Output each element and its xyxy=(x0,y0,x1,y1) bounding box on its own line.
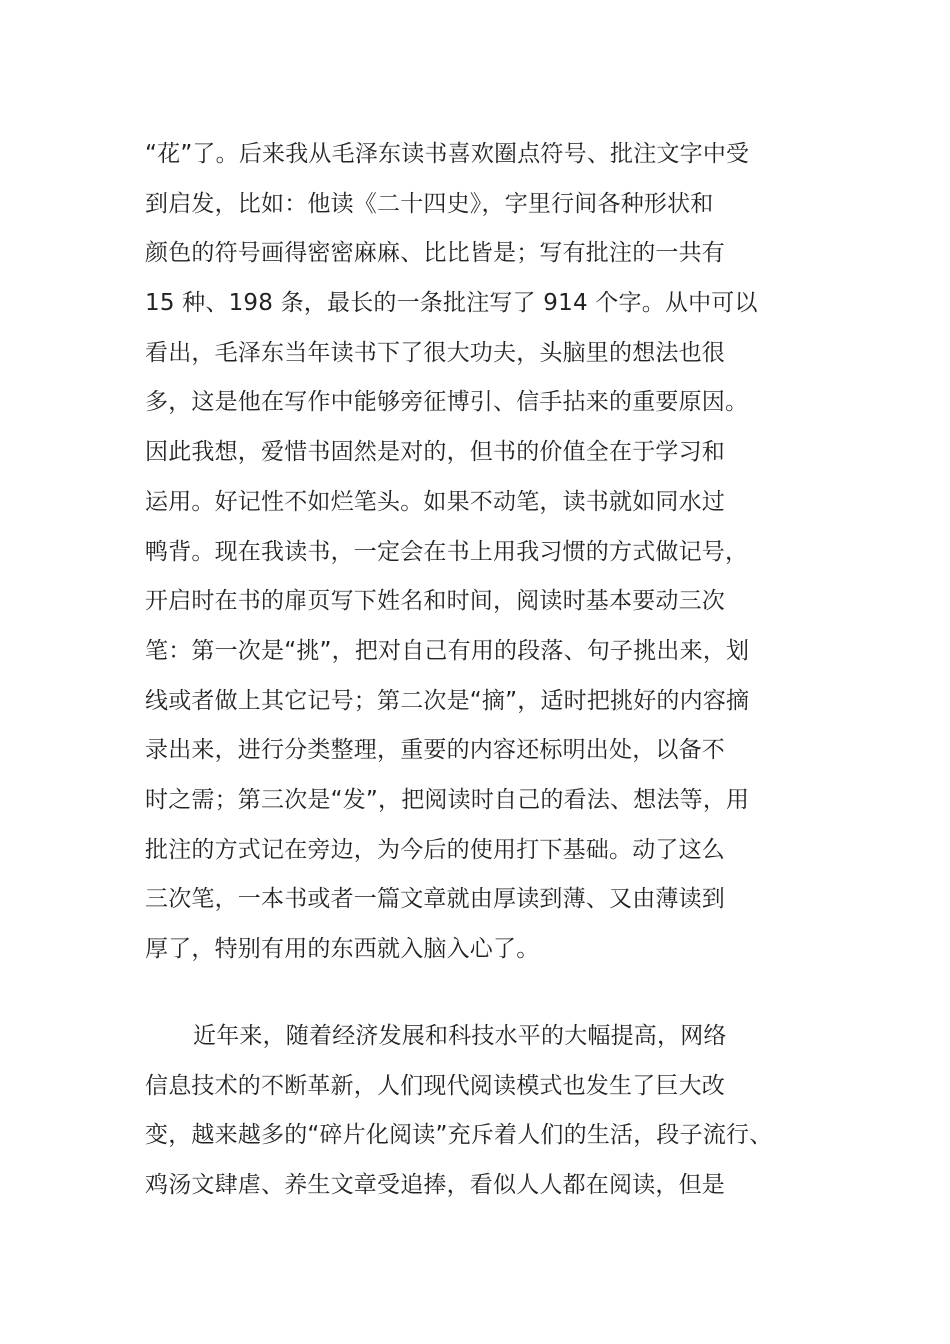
text-line: 开启时在书的扉页写下姓名和时间，阅读时基本要动三次 xyxy=(145,588,725,615)
text-line: 录出来，进行分类整理，重要的内容还标明出处，以备不 xyxy=(145,737,725,764)
text-line: 运用。好记性不如烂笔头。如果不动笔，读书就如同水过 xyxy=(145,488,725,515)
text-line: 到启发，比如：他读《二十四史》，字里行间各种形状和 xyxy=(145,190,714,217)
text-line: 批注的方式记在旁边，为今后的使用打下基础。动了这么 xyxy=(145,836,725,863)
text-line: 鸭背。现在我读书，一定会在书上用我习惯的方式做记号， xyxy=(145,538,749,565)
text-line: 近年来，随着经济发展和科技水平的大幅提高，网络 xyxy=(193,1023,727,1049)
text-line: 15 种、198 条，最长的一条批注写了 914 个字。从中可以 xyxy=(145,290,758,317)
text-line: “花”了。后来我从毛泽东读书喜欢圈点符号、批注文字中受 xyxy=(145,141,750,167)
text-line: 鸡汤文肆虐、养生文章受追捧，看似人人都在阅读，但是 xyxy=(145,1172,725,1199)
text-line: 笔：第一次是“挑”，把对自己有用的段落、句子挑出来，划 xyxy=(145,637,750,664)
text-line: 多，这是他在写作中能够旁征博引、信手拈来的重要原因。 xyxy=(145,389,749,416)
text-line: 线或者做上其它记号；第二次是“摘”，适时把挑好的内容摘 xyxy=(145,687,750,714)
paragraph-2 xyxy=(145,1012,815,1211)
text-line: 信息技术的不断革新，人们现代阅读模式也发生了巨大改 xyxy=(145,1072,725,1099)
text-line: 时之需；第三次是“发”，把阅读时自己的看法、想法等，用 xyxy=(145,786,750,813)
text-line: 颜色的符号画得密密麻麻、比比皆是；写有批注的一共有 xyxy=(145,240,725,267)
paragraph-1 xyxy=(145,130,815,975)
text-line: 三次笔，一本书或者一篇文章就由厚读到薄、又由薄读到 xyxy=(145,886,725,913)
text-line: 因此我想，爱惜书固然是对的，但书的价值全在于学习和 xyxy=(145,439,725,466)
text-line: 厚了，特别有用的东西就入脑入心了。 xyxy=(145,936,540,962)
text-line: 变，越来越多的“碎片化阅读”充斥着人们的生活，段子流行、 xyxy=(145,1122,773,1149)
text-line: 看出，毛泽东当年读书下了很大功夫，头脑里的想法也很 xyxy=(145,339,725,366)
